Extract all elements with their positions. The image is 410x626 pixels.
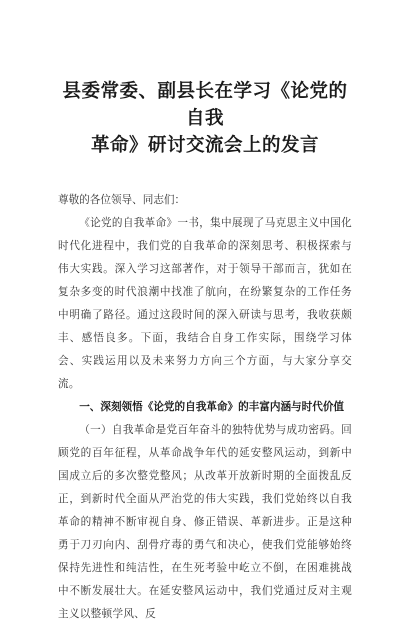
intro-paragraph: 《论党的自我革命》一书，集中展现了马克思主义中国化时代化进程中，我们党的自我革命的深刻思考、积极探索与伟大实践。深入学习这部著作，对于领导干部而言，犹如在复杂多变的时代浪潮中找准了航向，在纷繁复杂的工作任务中明确了路径。通过这段时间的深入研读与思考，我收获颇丰、感悟良多。下面，我结合自身工作实际，围绕学习体会、实践运用以及未来努力方向三个方面，与大家分享交流。 [58, 217, 352, 390]
document-title-line-1: 县委常委、副县长在学习《论党的自我 [62, 81, 348, 129]
salutation: 尊敬的各位领导、同志们： [58, 194, 186, 206]
section-1-paragraph: （一）自我革命是党百年奋斗的独特优势与成功密码。回顾党的百年征程，从革命战争年代的延安整风运动，到新中国成立后的多次整党整风；从改革开放新时期的全面拨乱反正，到新时代全面从严治党的伟大实践，我们党始终以自我革命的精神不断审视自身、修正错误、革新进步。正是这种勇于刀刃向内、刮骨疗毒的勇气和决心，使我们党能够始终保持先进性和纯洁性，在生死考验中屹立不倒，在困难挑战中不断发展壮大。在延安整风运动中，我们党通过反对主观主义以整顿学风、反 [58, 424, 352, 620]
document-title [58, 78, 352, 159]
section-heading-1: 一、深刻领悟《论党的自我革命》的丰富内涵与时代价值 [79, 401, 345, 413]
document-title-line-2: 革命》研讨交流会上的发言 [90, 135, 319, 156]
